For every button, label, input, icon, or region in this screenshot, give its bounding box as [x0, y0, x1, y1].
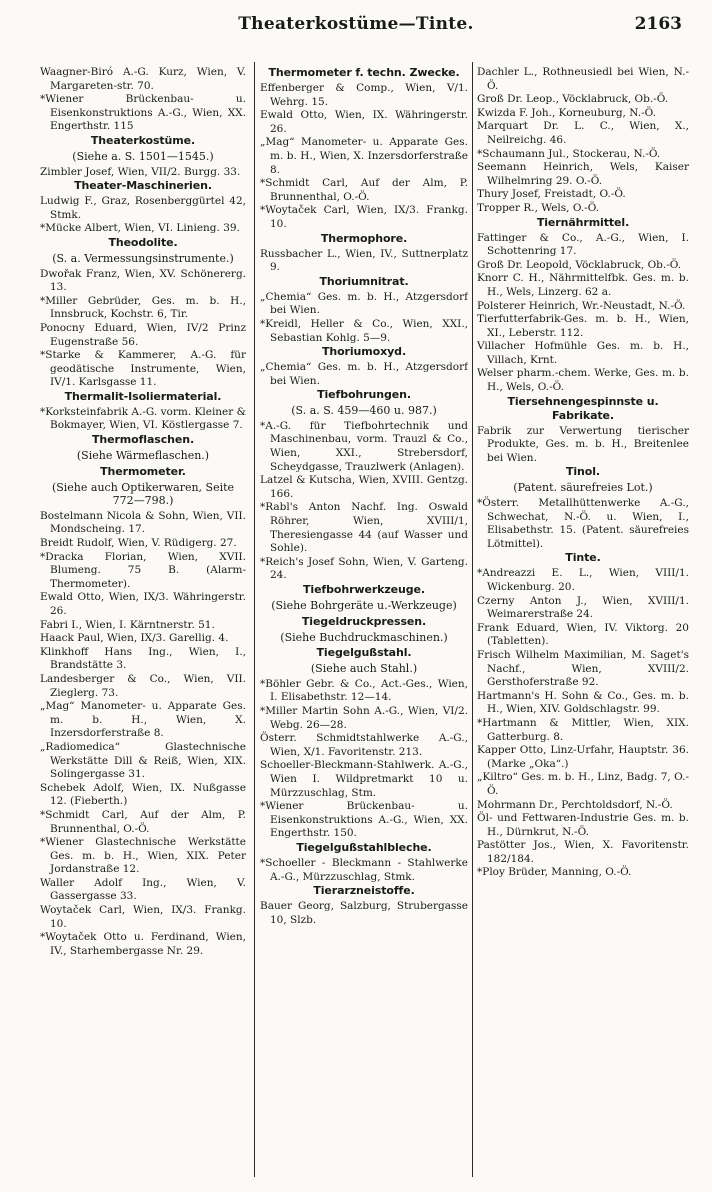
section-heading: Thermometer f. techn. Zwecke. — [268, 66, 460, 79]
directory-entry: „Kiltro“ Ges. m. b. H., Linz, Badg. 7, O.-Ö. — [477, 771, 689, 797]
section-heading: Theater-Maschinerien. — [74, 179, 212, 193]
section-heading: Tierarzneistoffe. — [313, 884, 415, 898]
directory-entry: *Starke & Kammerer, A.-G. für geodätische Instrumente, Wien, IV/1. Karlsgasse 11. — [40, 349, 246, 389]
directory-section — [260, 66, 468, 232]
section-heading: Tiegelgußstahlbleche. — [296, 840, 432, 854]
directory-section — [477, 66, 689, 216]
section-heading: Thermoflaschen. — [91, 433, 195, 447]
directory-entry: Knorr C. H., Nährmittelfbk. Ges. m. b. H., Wels, Linzerg. 62 a. — [477, 272, 689, 298]
directory-entry: *Wiener Glastechnische Werkstätte Ges. m. b. H., Wien, XIX. Peter Jordanstraße 12. — [40, 836, 246, 876]
directory-entry: *Schaumann Jul., Stockerau, N.-Ö. — [477, 147, 661, 160]
page-header — [0, 14, 712, 42]
directory-section — [40, 179, 246, 236]
directory-entry: *Woytaček Otto u. Ferdinand, Wien, IV., Starhembergasse Nr. 29. — [40, 931, 246, 957]
section-heading: Tiefbohrwerkzeuge. — [303, 583, 425, 596]
directory-entry: Ewald Otto, Wien, IX. Währingerstr. 26. — [260, 109, 468, 135]
directory-entry: *Österr. Metallhüttenwerke A.-G., Schwechat, N.-Ö. u. Wien, I., Elisabethstr. 15. (Patent. säurefreies Lötmittel). — [477, 497, 689, 550]
directory-entry: *Schmidt Carl, Auf der Alm, P. Brunnenthal, O.-Ö. — [40, 808, 246, 835]
directory-entry: Czerny Anton J., Wien, XVIII/1. Weimarerstraße 24. — [477, 594, 689, 621]
directory-entry: Österr. Schmidtstahlwerke A.-G., Wien, X/1. Favoritenstr. 213. — [260, 732, 468, 758]
directory-entry: *Dracka Florian, Wien, XVII. Blumeng. 75 B. (Alarm-Thermometer). — [40, 550, 246, 590]
section-heading: Tinol. — [565, 465, 600, 479]
directory-section — [260, 345, 468, 388]
directory-entry: Landesberger & Co., Wien, VII. Zieglerg. 73. — [40, 672, 246, 699]
directory-entry: Groß Dr. Leopold, Vöcklabruck, Ob.-Ö. — [477, 258, 682, 271]
section-note: (Siehe auch Stahl.) — [310, 662, 418, 676]
directory-entry: Pastötter Jos., Wien, X. Favoritenstr. 182/184. — [477, 839, 689, 865]
directory-entry: *Böhler Gebr. & Co., Act.-Ges., Wien, I. Elisabethstr. 12—14. — [260, 677, 468, 704]
directory-entry: Thury Josef, Freistadt, O.-Ö. — [477, 188, 626, 201]
directory-entry: *Wiener Brückenbau- u. Eisenkonstruktions A.-G., Wien, XX. Engerthstr. 115 — [40, 93, 246, 133]
directory-entry: Dachler L., Rothneusiedl bei Wien, N.-Ö. — [477, 66, 689, 92]
directory-entry: Seemann Heinrich, Wels, Kaiser Wilhelmring 29. O.-Ö. — [477, 161, 689, 187]
directory-entry: Kwizda F. Joh., Korneuburg, N.-Ö. — [477, 106, 656, 119]
directory-entry: Russbacher L., Wien, IV., Suttnerplatz 9. — [260, 247, 468, 274]
directory-entry: *Korksteinfabrik A.-G. vorm. Kleiner & Bokmayer, Wien, VI. Köstlergasse 7. — [40, 405, 246, 432]
section-note: (Siehe a. S. 1501—1545.) — [72, 149, 214, 163]
directory-entry: „Chemia“ Ges. m. b. H., Atzgersdorf bei Wien. — [260, 361, 468, 387]
section-heading: Thoriumoxyd. — [321, 345, 407, 359]
directory-section — [477, 465, 689, 551]
directory-entry: *Kreidl, Heller & Co., Wien, XXI., Sebastian Kohlg. 5—9. — [260, 317, 468, 344]
section-heading: Thermometer. — [100, 464, 186, 478]
directory-entry: Effenberger & Comp., Wien, V/1. Wehrg. 15. — [260, 82, 468, 108]
directory-section — [477, 551, 689, 880]
directory-section — [40, 465, 246, 959]
directory-entry: Latzel & Kutscha, Wien, XVIII. Gentzg. 166. — [260, 474, 468, 500]
directory-entry: *Miller Gebrüder, Ges. m. b. H., Innsbruck, Kochstr. 6, Tir. — [40, 294, 246, 321]
directory-entry: Frank Eduard, Wien, IV. Viktorg. 20 (Tabletten). — [477, 621, 689, 648]
page-title: Theaterkostüme—Tinte. — [238, 14, 474, 34]
directory-entry: Bostelmann Nicola & Sohn, Wien, VII. Mondscheing. 17. — [40, 509, 246, 536]
directory-entry: Ludwig F., Graz, Rosenberggürtel 42, Stmk. — [40, 195, 246, 221]
directory-section — [260, 646, 468, 841]
directory-entry: Welser pharm.-chem. Werke, Ges. m. b. H., Wels, O.-Ö. — [477, 367, 689, 394]
column-divider — [472, 62, 473, 1177]
directory-entry: Mohrmann Dr., Perchtoldsdorf, N.-Ö. — [477, 798, 673, 811]
column-3 — [477, 66, 689, 880]
directory-entry: „Mag“ Manometer- u. Apparate Ges. m. b. H., Wien, X. Inzersdorferstraße 8. — [40, 700, 246, 740]
directory-section — [40, 433, 246, 463]
directory-entry: Hartmann's H. Sohn & Co., Ges. m. b. H., Wien, XIV. Goldschlagstr. 99. — [477, 689, 689, 716]
directory-section — [260, 884, 468, 927]
directory-entry: Klinkhoff Hans Ing., Wien, I., Brandstätte 3. — [40, 645, 246, 672]
directory-entry: Polsterer Heinrich, Wr.-Neustadt, N.-Ö. — [477, 299, 686, 312]
directory-entry: *Hartmann & Mittler, Wien, XIX. Gatterburg. 8. — [477, 716, 689, 743]
section-heading: Tinte. — [565, 551, 601, 565]
section-note: (Siehe Wärmeflaschen.) — [76, 449, 210, 463]
section-heading: Tiegeldruckpressen. — [301, 614, 427, 628]
directory-section — [260, 583, 468, 613]
directory-entry: *Miller Martin Sohn A.-G., Wien, VI/2. Webg. 26—28. — [260, 704, 468, 731]
directory-entry: *Reich's Josef Sohn, Wien, V. Garteng. 24. — [260, 555, 468, 582]
directory-entry: Breidt Rudolf, Wien, V. Rüdigerg. 27. — [40, 537, 237, 550]
directory-entry: Kapper Otto, Linz-Urfahr, Hauptstr. 36. (Marke „Oka“.) — [477, 744, 689, 770]
section-heading: Thermalit-Isoliermaterial. — [64, 389, 222, 403]
directory-entry: Fabrik zur Verwertung tierischer Produkte, Ges. m. b. H., Breitenlee bei Wien. — [477, 424, 689, 464]
directory-section — [40, 134, 246, 179]
section-heading: Tiernährmittel. — [536, 215, 630, 229]
directory-entry: Fabri I., Wien, I. Kärntnerstr. 51. — [40, 618, 215, 631]
directory-entry: *Ploy Brüder, Manning, O.-Ö. — [477, 866, 632, 879]
section-note: (Siehe auch Optikerwaren, Seite 772—798.) — [51, 480, 235, 508]
section-heading: Thoriumnitrat. — [319, 274, 409, 288]
section-heading: Tiefbohrungen. — [317, 388, 411, 402]
directory-section — [40, 66, 246, 134]
directory-entry: Frisch Wilhelm Maximilian, M. Saget's Nachf., Wien, XVIII/2. Gersthoferstraße 92. — [477, 648, 689, 689]
directory-entry: *Woytaček Carl, Wien, IX/3. Frankg. 10. — [260, 204, 468, 230]
column-1 — [40, 66, 246, 958]
directory-entry: Villacher Hofmühle Ges. m. b. H., Villach, Krnt. — [477, 340, 689, 366]
directory-section — [260, 615, 468, 645]
directory-entry: „Radiomedica“ Glastechnische Werkstätte Dill & Reiß, Wien, XIX. Solingergasse 31. — [40, 740, 246, 781]
directory-entry: Haack Paul, Wien, IX/3. Garellig. 4. — [40, 632, 229, 645]
directory-entry: Dwořak Franz, Wien, XV. Schönererg. 13. — [40, 267, 246, 294]
column-divider — [254, 62, 255, 1177]
section-note: (Patent. säurefreies Lot.) — [513, 481, 653, 495]
directory-entry: „Mag“ Manometer- u. Apparate Ges. m. b. H., Wien, X. Inzersdorferstraße 8. — [260, 136, 468, 176]
section-heading: Theodolite. — [108, 235, 178, 249]
directory-entry: *A.-G. für Tiefbohrtechnik und Maschinenbau, vorm. Trauzl & Co., Wien, XXI., Strebersdorf, Scheydgasse, Trauzlwerk (Anlagen). — [260, 419, 468, 473]
section-heading: Tiersehnengespinnste u. Fabrikate. — [507, 394, 659, 422]
directory-entry: Ponocny Eduard, Wien, IV/2 Prinz Eugenstraße 56. — [40, 321, 246, 348]
directory-entry: „Chemia“ Ges. m. b. H., Atzgersdorf bei Wien. — [260, 290, 468, 317]
directory-entry: Zimbler Josef, Wien, VII/2. Burgg. 33. — [40, 165, 241, 178]
directory-entry: Groß Dr. Leop., Vöcklabruck, Ob.-Ö. — [477, 93, 669, 106]
section-note: (Siehe Buchdruckmaschinen.) — [280, 630, 448, 644]
section-note: (S. a. Vermessungsinstrumente.) — [52, 251, 234, 265]
section-note: (Siehe Bohrgeräte u.-Werkzeuge) — [271, 599, 457, 612]
directory-entry: Woytaček Carl, Wien, IX/3. Frankg. 10. — [40, 904, 246, 930]
directory-section — [477, 395, 689, 466]
directory-entry: Ewald Otto, Wien, IX/3. Währingerstr. 26. — [40, 591, 246, 617]
directory-entry: *Wiener Brückenbau- u. Eisenkonstruktions A.-G., Wien, XX. Engerthstr. 150. — [260, 800, 468, 840]
directory-entry: Bauer Georg, Salzburg, Strubergasse 10, Slzb. — [260, 900, 468, 926]
section-note: (S. a. S. 459—460 u. 987.) — [291, 404, 437, 418]
directory-entry: Öl- und Fettwaren-Industrie Ges. m. b. H., Dürnkrut, N.-Ö. — [477, 812, 689, 838]
directory-section — [260, 232, 468, 275]
directory-section — [477, 216, 689, 395]
directory-entry: Marquart Dr. L. C., Wien, X., Neilreichg. 46. — [477, 120, 689, 146]
directory-entry: *Mücke Albert, Wien, VI. Linieng. 39. — [40, 222, 240, 235]
page-number: 2163 — [634, 14, 682, 34]
directory-entry: *Rabl's Anton Nachf. Ing. Oswald Röhrer, Wien, XVIII/1, Theresiengasse 44 (auf Wasser und Sohle). — [260, 501, 468, 555]
directory-entry: Fattinger & Co., A.-G., Wien, I. Schottenring 17. — [477, 231, 689, 258]
directory-section — [260, 388, 468, 583]
section-heading: Thermophore. — [320, 231, 408, 245]
directory-entry: Schoeller-Bleckmann-Stahlwerk. A.-G., Wien I. Wildpretmarkt 10 u. Mürzzuschlag, Stm. — [260, 759, 468, 799]
directory-entry: *Andreazzi E. L., Wien, VIII/1. Wickenburg. 20. — [477, 567, 689, 593]
directory-entry: Tropper R., Wels, O.-Ö. — [477, 201, 600, 214]
directory-entry: *Schmidt Carl, Auf der Alm, P. Brunnenthal, O.-Ö. — [260, 177, 468, 203]
directory-entry: Waagner-Biró A.-G. Kurz, Wien, V. Margareten-str. 70. — [40, 66, 246, 92]
directory-entry: Tierfutterfabrik-Ges. m. b. H., Wien, XI., Leberstr. 112. — [477, 313, 689, 339]
directory-entry: Waller Adolf Ing., Wien, V. Gassergasse 33. — [40, 876, 246, 903]
section-heading: Theaterkostüme. — [90, 133, 196, 147]
directory-section — [40, 236, 246, 390]
directory-section — [260, 275, 468, 345]
directory-section — [260, 841, 468, 884]
directory-entry: Schebek Adolf, Wien, IX. Nußgasse 12. (Fieberth.) — [40, 781, 246, 808]
section-heading: Tiegelgußstahl. — [316, 646, 412, 660]
directory-section — [40, 390, 246, 433]
column-2 — [260, 66, 468, 927]
directory-entry: *Schoeller - Bleckmann - Stahlwerke A.-G., Mürzzuschlag, Stmk. — [260, 856, 468, 883]
